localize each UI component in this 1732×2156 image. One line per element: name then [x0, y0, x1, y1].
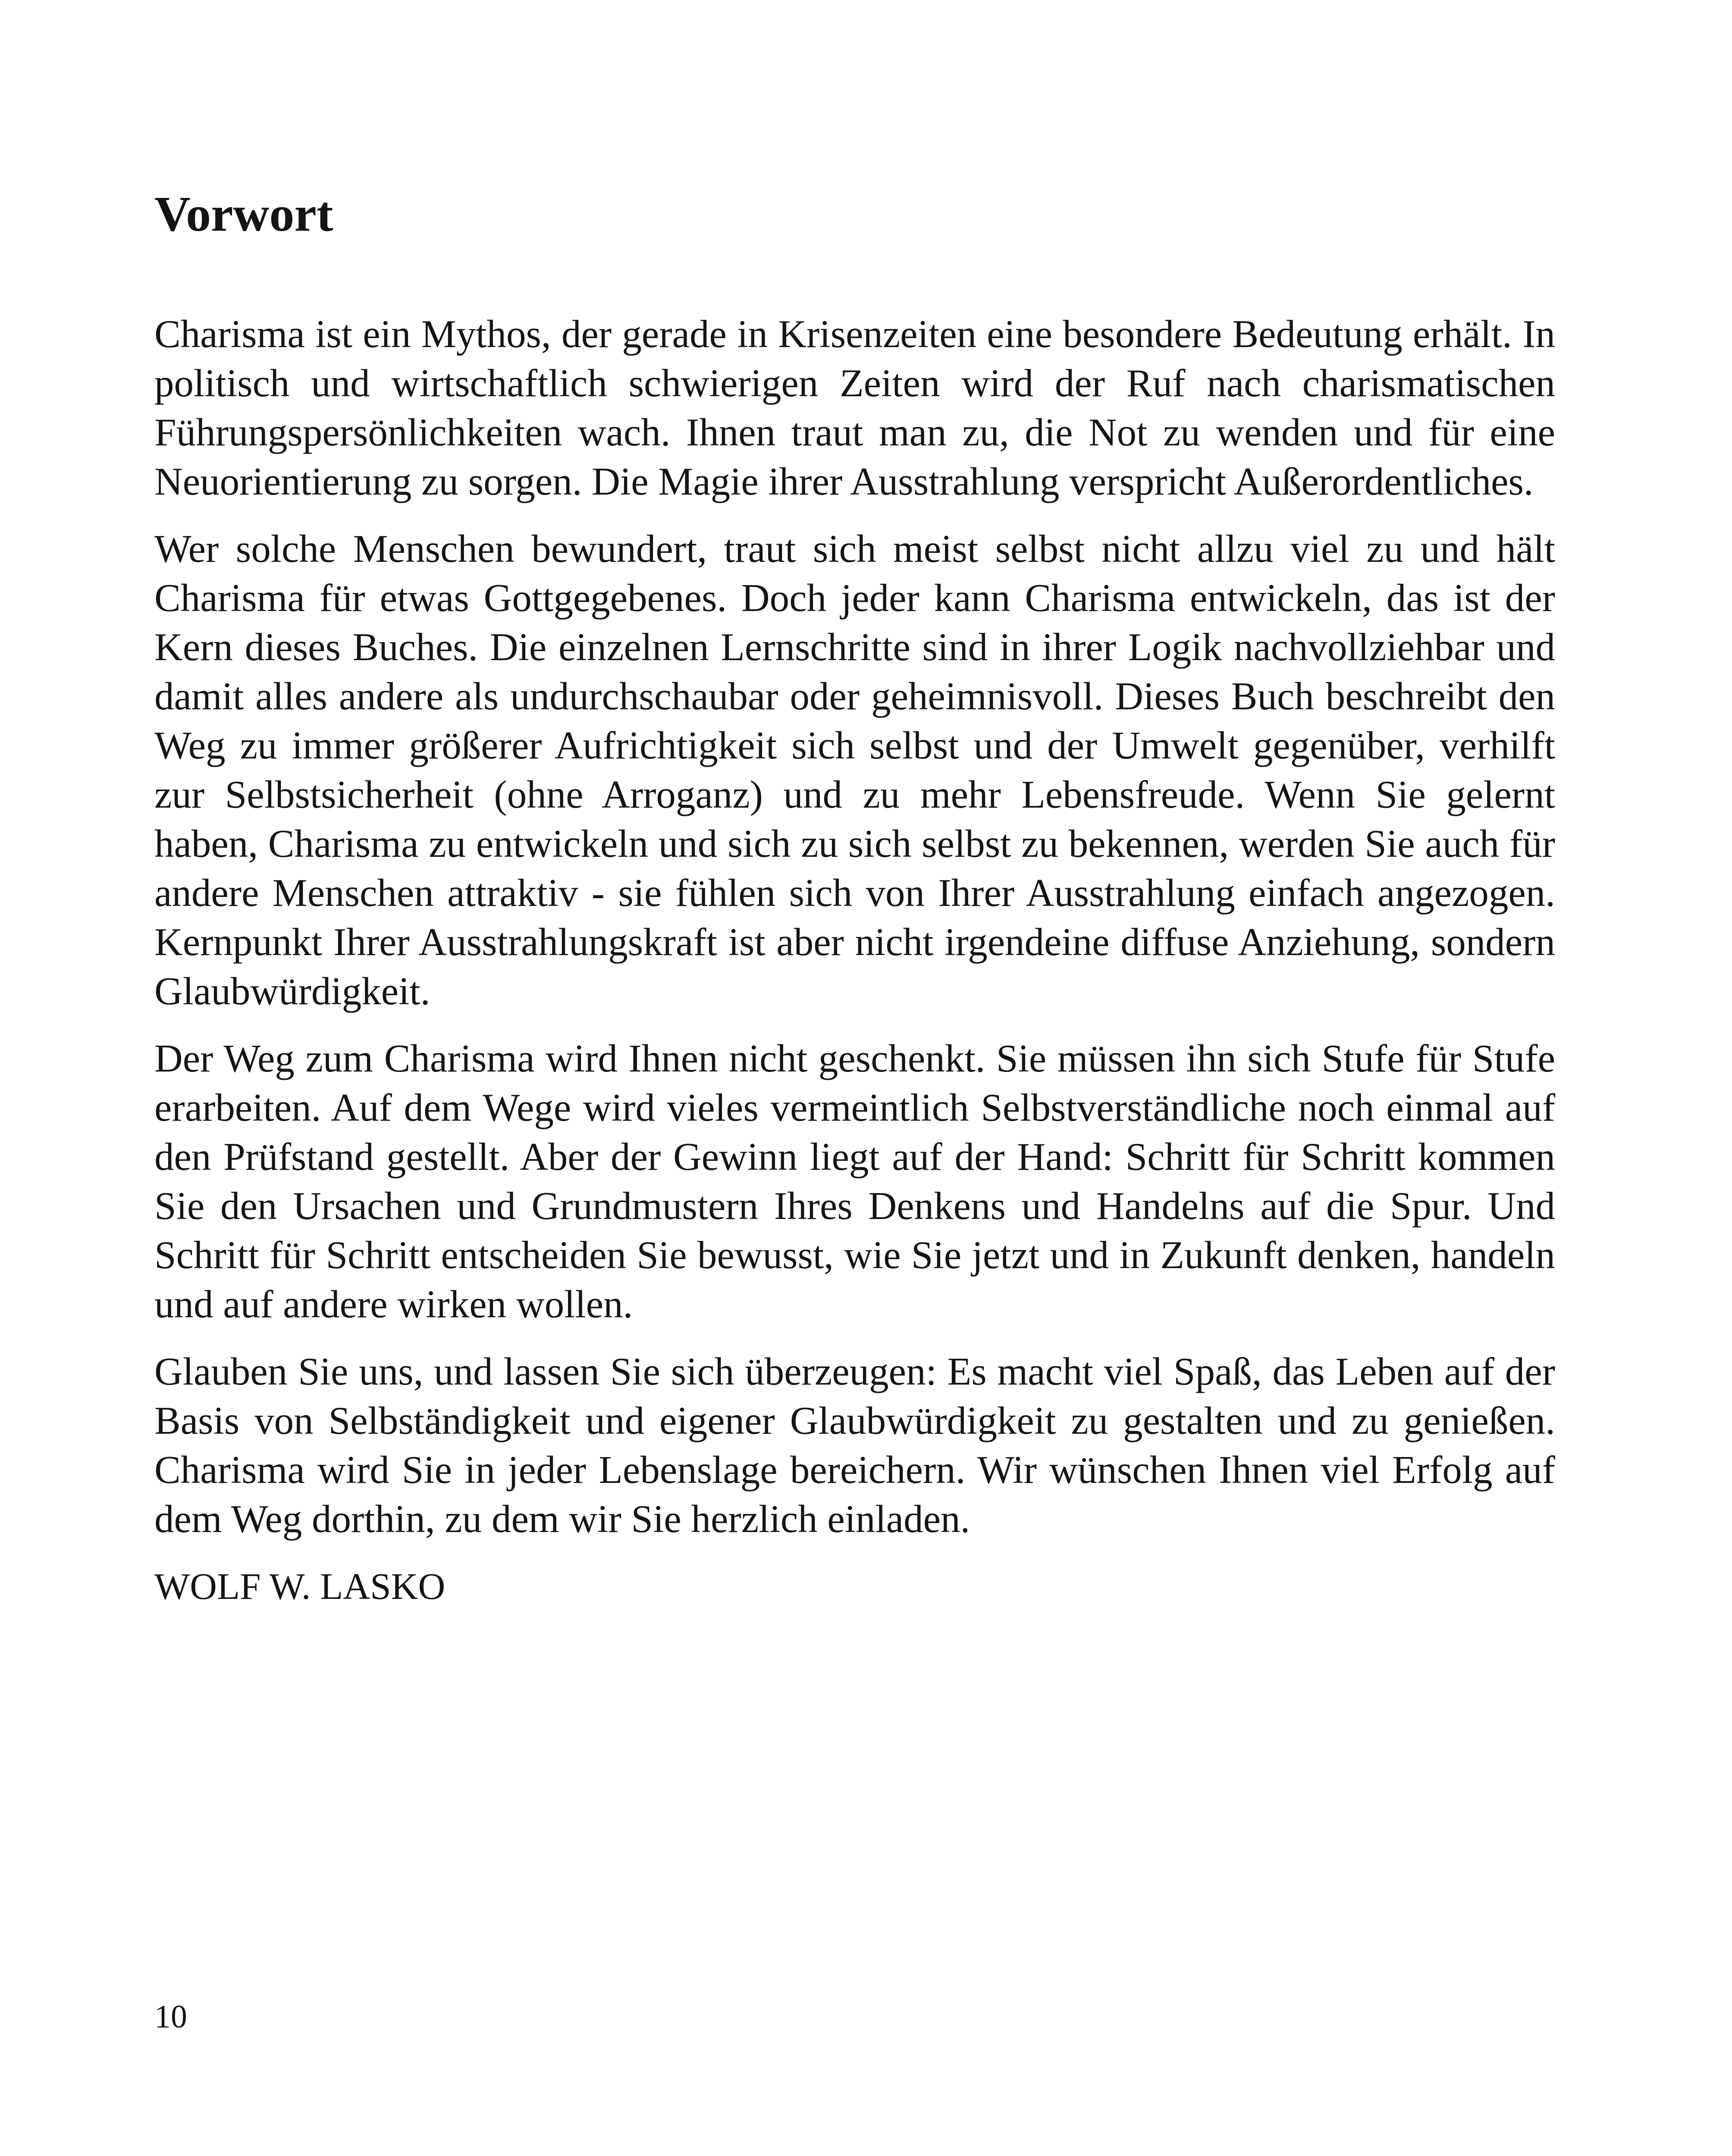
paragraph-1: Charisma ist ein Mythos, der gerade in Krisenzeiten eine besondere Bedeutung erhält. In politisch und wirtschaftlich schwierigen Zeiten wird der Ruf nach charismatischen Führungspersönlichkeiten wach. Ihnen traut man zu, die Not zu wenden und für eine Neuorientierung zu sorgen. Die Magie ihrer Ausstrahlung verspricht Außerordentliches. — [154, 312, 1555, 503]
body-text — [154, 310, 1555, 1611]
page-number: 10 — [154, 1999, 187, 2035]
paragraph-3: Der Weg zum Charisma wird Ihnen nicht geschenkt. Sie müssen ihn sich Stufe für Stufe erarbeiten. Auf dem Wege wird vieles vermeintlich Selbstverständliche noch einmal auf den Prüfstand gestellt. Aber der Gewinn liegt auf der Hand: Schritt für Schritt kommen Sie den Ursachen und Grundmustern Ihres Denkens und Handelns auf die Spur. Und Schritt für Schritt entscheiden Sie bewusst, wie Sie jetzt und in Zukunft denken, handeln und auf andere wirken wollen. — [154, 1037, 1555, 1326]
paragraph-2: Wer solche Menschen bewundert, traut sich meist selbst nicht allzu viel zu und hält Charisma für etwas Gottgegebenes. Doch jeder kann Charisma entwickeln, das ist der Kern dieses Buches. Die einzelnen Lernschritte sind in ihrer Logik nachvollziehbar und damit alles andere als undurchschaubar oder geheimnisvoll. Dieses Buch beschreibt den Weg zu immer größerer Aufrichtigkeit sich selbst und der Umwelt gegenüber, verhilft zur Selbstsicherheit (ohne Arroganz) und zu mehr Lebensfreude. Wenn Sie gelernt haben, Charisma zu entwickeln und sich zu sich selbst zu bekennen, werden Sie auch für andere Menschen attraktiv - sie fühlen sich von Ihrer Ausstrahlung einfach angezogen. Kernpunkt Ihrer Ausstrahlungskraft ist aber nicht irgendeine diffuse Anziehung, sondern Glaubwürdigkeit. — [154, 527, 1555, 1013]
paragraph-4: Glauben Sie uns, und lassen Sie sich überzeugen: Es macht viel Spaß, das Leben auf der Basis von Selbständigkeit und eigener Glaubwürdigkeit zu gestalten und zu genießen. Charisma wird Sie in jeder Lebenslage bereichern. Wir wünschen Ihnen viel Erfolg auf dem Weg dorthin, zu dem wir Sie herzlich einladen. — [154, 1350, 1555, 1541]
chapter-title: Vorwort — [154, 187, 333, 242]
author-signature: WOLF W. LASKO — [154, 1565, 446, 1607]
